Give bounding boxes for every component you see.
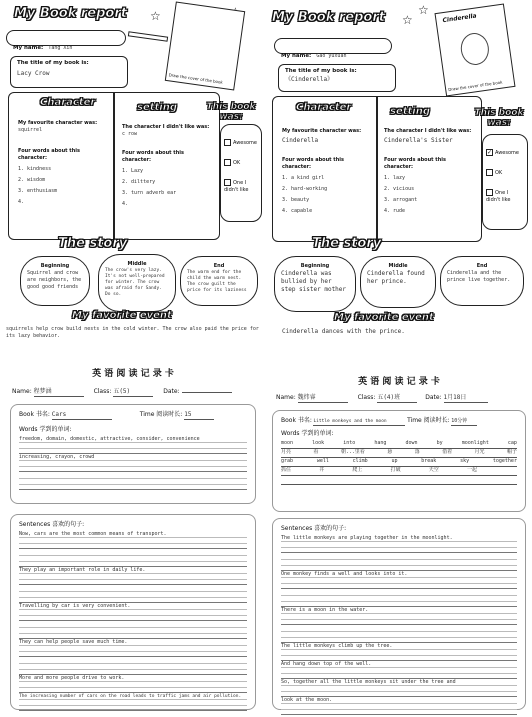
sentence-line-3[interactable]: Travelling by car is very convenient. [19, 603, 247, 621]
time-value[interactable]: 10分钟 [451, 418, 477, 426]
pencil-icon [128, 31, 168, 42]
reading-card-left [6, 362, 260, 714]
dislike-char-label: The character I didn't like was: [384, 128, 472, 134]
sentence-line-2[interactable]: One monkey finds a well and looks into it. [281, 571, 517, 589]
name-value: 魏炜睿 [298, 394, 348, 403]
book-spine [113, 92, 115, 240]
beginning-bubble [274, 256, 356, 312]
fav-char-label: My favourite character was: [18, 120, 98, 126]
end-label: End [213, 263, 225, 269]
name-row [276, 394, 526, 403]
sentence-line-1[interactable]: Now, cars are the most common means of transport. [19, 531, 247, 549]
sentence-blank[interactable] [281, 625, 517, 643]
star-icon: ☆ [150, 9, 161, 23]
four-words-label: Four words about this character: [282, 157, 344, 170]
book-label: Book 书名: [281, 417, 312, 424]
time-value[interactable]: 15 [184, 411, 214, 420]
sentence-line-6[interactable]: The increasing number of cars on the road leads to traffic jams and air pollution. [19, 693, 247, 711]
book-row [19, 411, 247, 420]
fav-char-label: My favourite character was: [282, 128, 362, 134]
cover-title: Cinderella [442, 12, 478, 25]
words-line-1[interactable]: freedom, domain, domestic, attractive, consider, convenience [19, 436, 247, 454]
sentence-blank[interactable] [19, 657, 247, 675]
middle-text: Cinderella found her prince. [367, 270, 425, 285]
name-value: Gao yuxuan [316, 53, 347, 59]
class-value: 五(4)班 [377, 394, 417, 403]
checkbox-icon[interactable] [224, 159, 231, 166]
rating-ok[interactable]: OK [486, 169, 524, 177]
sentence-line-3[interactable]: There is a moon in the water. [281, 607, 517, 625]
fav-char-value: squirrel [18, 127, 43, 133]
end-bubble [180, 256, 258, 306]
fav-word-2: 2. hard-working [282, 186, 328, 192]
card-title: 英 语 阅 读 记 录 卡 [358, 377, 440, 387]
rating-box [220, 124, 262, 222]
name-value: 程梦涵 [34, 388, 84, 397]
middle-label: Middle [388, 263, 408, 269]
fav-word-1: 1. a kind girl [282, 175, 325, 181]
dislike-char-label: The character I didn't like was: [122, 124, 210, 130]
dislike-word-1: 1. Lazy [122, 168, 144, 174]
dislike-word-3: 3. arrogant [384, 197, 418, 203]
sentence-blank[interactable] [19, 621, 247, 639]
fav-word-4: 4. [18, 199, 25, 205]
dislike-word-3: 3. turn adverb ear [122, 190, 177, 196]
middle-bubble [98, 254, 176, 312]
book-title-value: 《Cinderella》 [285, 76, 334, 83]
book-title-box [10, 56, 128, 88]
dislike-word-1: 1. lazy [384, 175, 406, 181]
class-label: Class: [357, 394, 376, 401]
beginning-text: Squirrel and crow are neighbors, the good good friends [27, 270, 82, 290]
dislike-char-section [122, 124, 214, 208]
rating-dislike[interactable]: One I didn't like [224, 180, 249, 193]
end-text: The warm end for the child the warm nest. The crow guilt the price for its laziness [187, 270, 247, 293]
report-title: My Book report [14, 6, 127, 21]
checkbox-icon[interactable] [486, 169, 493, 176]
checkbox-icon[interactable] [486, 189, 493, 196]
rating-dislike[interactable]: One I didn't like [486, 190, 511, 203]
checkbox-checked-icon[interactable]: ✓ [487, 149, 493, 156]
cover-caption: Draw the cover of the book [447, 79, 503, 93]
sentences-label: Sentences 喜欢的句子: [281, 525, 347, 532]
cover-caption: Draw the cover of the book [168, 72, 224, 85]
rating-ok[interactable]: OK [224, 159, 258, 167]
name-value: Tang Xin [48, 45, 73, 51]
name-label: My name: [13, 45, 44, 51]
time-label: Time 阅读时长: [139, 411, 183, 418]
name-row [12, 388, 258, 397]
face-icon [459, 31, 491, 67]
end-label: End [476, 263, 488, 269]
time-label: Time 阅读时长: [407, 417, 450, 424]
beginning-bubble [20, 256, 90, 306]
name-label: Name: [276, 394, 296, 401]
book-value[interactable]: Cars [52, 411, 112, 420]
end-bubble [440, 256, 524, 306]
sentence-line-4[interactable]: The little monkeys climb up the tree. [281, 643, 517, 661]
this-book-was-header: This book was: [206, 102, 256, 122]
report-title: My Book report [272, 10, 385, 25]
book-words-card [10, 404, 256, 504]
middle-text: The crow's very lazy. It's not well-prepared for winter. The crow was afraid for Sandy. Do so. [105, 268, 165, 297]
rating-box [482, 134, 528, 230]
book-report-right [268, 0, 532, 355]
sentence-line-4[interactable]: They can help people save much time. [19, 639, 247, 657]
book-label: Book 书名: [19, 411, 50, 418]
date-value [182, 392, 232, 393]
rating-awesome[interactable]: ✓ Awesome [487, 149, 519, 156]
end-text: Cinderella and the prince live together. [447, 270, 511, 283]
dislike-word-2: 2. dilttery [122, 179, 156, 185]
card-title: 英 语 阅 读 记 录 卡 [92, 369, 174, 379]
sentence-line-1[interactable]: The little monkeys are playing together in the moonlight. [281, 535, 517, 553]
book-words-card [272, 410, 526, 512]
words-line-3[interactable] [19, 472, 247, 490]
rating-awesome[interactable]: Awesome [224, 139, 258, 147]
sentence-blank[interactable] [19, 585, 247, 603]
fav-char-value: Cinderella [282, 137, 319, 144]
sentence-line-7[interactable]: look at the moon. [281, 697, 517, 715]
fav-char-section [282, 128, 374, 215]
sentences-card [10, 514, 256, 710]
character-header: Character [40, 97, 96, 108]
sentence-blank[interactable] [281, 589, 517, 607]
word-row-3[interactable]: grab well climb up break sky together [281, 458, 517, 467]
dislike-char-value: Cinderella's Sister [384, 137, 453, 144]
fav-word-3: 3. beauty [282, 197, 310, 203]
date-value: 1月18日 [444, 394, 488, 403]
words-label: Words 学到的单词: [19, 426, 72, 433]
setting-header: setting [390, 106, 430, 117]
fav-char-section [18, 120, 110, 206]
word-row-4[interactable]: 抓住 井 爬上 打破 天空 一起 [281, 467, 517, 476]
book-title-label: The title of my book is: [17, 60, 89, 66]
fav-event-text: Cinderella dances with the prince. [282, 328, 405, 335]
cover-box [434, 4, 515, 97]
sentence-line-5[interactable]: And hang down top of the well. [281, 661, 517, 679]
character-header: Character [296, 102, 352, 113]
this-book-was-header: This book was: [474, 108, 524, 128]
word-grid [281, 440, 517, 485]
four-words-label: Four words about this character: [384, 157, 446, 170]
fav-event-header: My favorite event [334, 312, 434, 323]
class-label: Class: [93, 388, 112, 395]
book-title-box [278, 64, 396, 92]
story-header: The story [58, 236, 128, 251]
beginning-text: Cinderella was bullied by her step sister mother [281, 270, 347, 293]
class-value: 五(5) [113, 388, 153, 397]
four-words-label: Four words about this character: [122, 150, 184, 163]
fav-word-3: 3. enthusiasm [18, 188, 58, 194]
word-row-1[interactable]: moon look into hang down by moonlight cap [281, 440, 517, 449]
date-label: Date: [425, 394, 442, 401]
checkbox-icon[interactable] [224, 179, 231, 186]
star-icon: ☆ [418, 3, 429, 17]
four-words-label: Four words about this character: [18, 148, 80, 161]
fav-word-1: 1. kindness [18, 166, 52, 172]
dislike-word-4: 4. rude [384, 208, 406, 214]
sentence-blank[interactable] [281, 553, 517, 571]
name-box [6, 30, 126, 51]
sentence-line-2[interactable]: They play an important role in daily life. [19, 567, 247, 585]
book-value[interactable]: Little monkeys and the moon [313, 418, 405, 426]
sentences-card [272, 518, 526, 710]
word-row-2[interactable]: 月亮 看 朝...里看 悬 落 借着 月光 帽子 [281, 449, 517, 458]
dislike-char-value: c row [122, 131, 138, 137]
name-label: Name: [12, 388, 32, 395]
book-title-label: The title of my book is: [285, 68, 357, 74]
dislike-word-2: 2. vicious [384, 186, 415, 192]
sentences-label: Sentences 喜欢的句子: [19, 521, 85, 528]
words-line-2[interactable]: increasing, crayon, crowd [19, 454, 247, 472]
dislike-char-section [384, 128, 476, 215]
name-label: My name: [281, 53, 312, 59]
book-row [281, 417, 517, 426]
story-header: The story [312, 236, 382, 251]
book-report-left [0, 0, 264, 355]
book-spine [376, 96, 378, 242]
sentence-line-6[interactable]: So, together all the little monkeys sit under the tree and [281, 679, 517, 697]
reading-card-right [270, 362, 528, 714]
words-label: Words 学到的单词: [281, 430, 334, 437]
fav-event-text: squirrels help crow build nests in the cold winter. The crow also paid the price for its lazy behavior. [6, 326, 259, 339]
checkbox-icon[interactable] [224, 139, 231, 146]
cover-box [165, 2, 245, 91]
beginning-label: Beginning [40, 263, 70, 269]
middle-label: Middle [127, 261, 147, 267]
date-label: Date: [163, 388, 180, 395]
fav-word-2: 2. wisdom [18, 177, 46, 183]
sentence-blank[interactable] [19, 549, 247, 567]
middle-bubble [360, 256, 436, 308]
dislike-word-4: 4. [122, 201, 129, 207]
sentence-line-5[interactable]: More and more people drive to work. [19, 675, 247, 693]
setting-header: setting [137, 102, 177, 113]
book-title-value: Lacy Crow [17, 70, 50, 77]
name-box [274, 38, 392, 59]
star-icon: ☆ [402, 13, 413, 27]
fav-event-header: My favorite event [72, 310, 172, 321]
beginning-label: Beginning [300, 263, 330, 269]
fav-word-4: 4. capable [282, 208, 313, 214]
word-row-5[interactable] [281, 476, 517, 485]
